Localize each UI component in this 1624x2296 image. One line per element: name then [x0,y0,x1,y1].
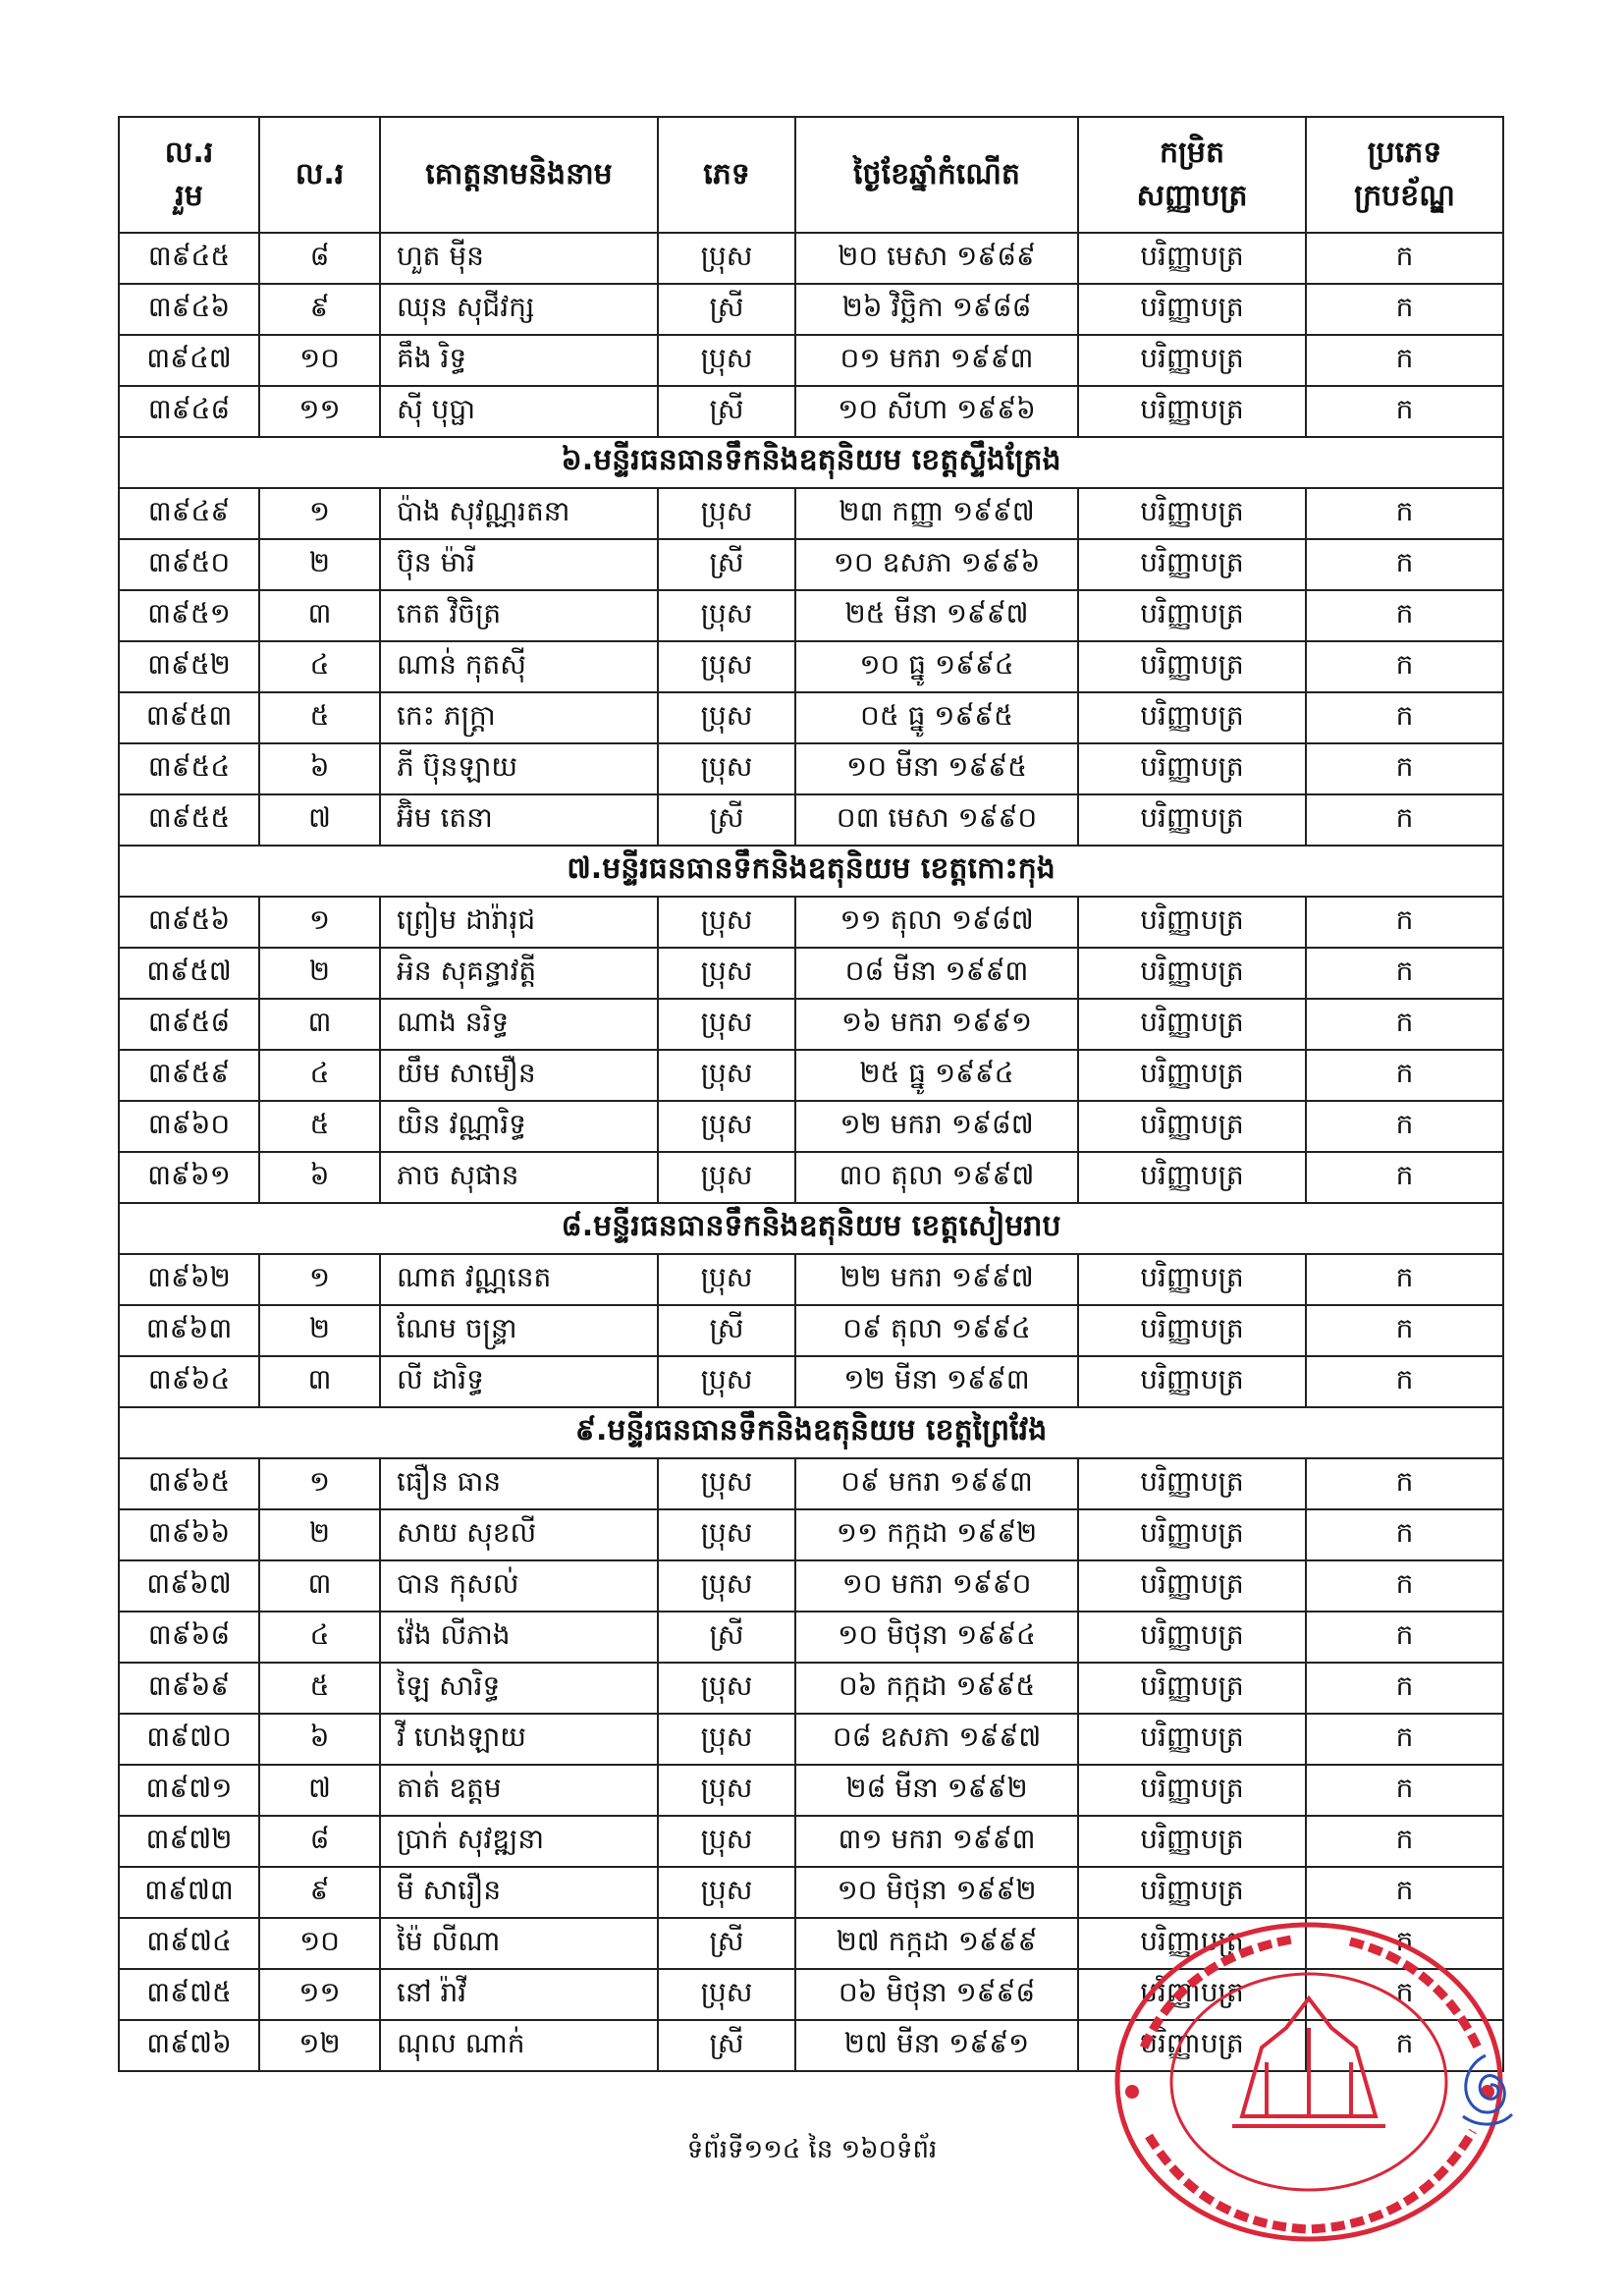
name-cell: ណែម ចន្ទ្រា [380,1305,658,1356]
number-cell: ៦ [259,1152,380,1203]
number-cell: ១ [259,488,380,539]
degree-cell: បរិញ្ញាបត្រ [1078,1560,1306,1612]
table-row [119,539,1503,590]
table-row [119,794,1503,846]
header-degree: កម្រិត សញ្ញាបត្រ [1078,117,1306,233]
sex-cell: ស្រី [658,539,795,590]
category-cell: ក [1306,743,1503,794]
date-of-birth-cell: ០៨ ឧសភា ១៩៩៧ [795,1714,1078,1765]
official-seal-stamp [1065,1881,1517,2254]
total-number-cell: ៣៩៦៥ [119,1458,259,1509]
table-row [119,1458,1503,1509]
number-cell: ៣ [259,590,380,641]
table-row [119,1612,1503,1663]
date-of-birth-cell: ១០ ឧសភា ១៩៩៦ [795,539,1078,590]
degree-cell: បរិញ្ញាបត្រ [1078,1356,1306,1407]
name-cell: តាត់ ឧត្តម [380,1765,658,1816]
degree-cell: បរិញ្ញាបត្រ [1078,386,1306,437]
category-cell: ក [1306,794,1503,846]
name-cell: ស៊ី បុប្ផា [380,386,658,437]
section-header-row [119,1407,1503,1458]
total-number-cell: ៣៩៥៦ [119,897,259,948]
category-cell: ក [1306,1509,1503,1560]
number-cell: ៣ [259,999,380,1050]
name-cell: អិន សុគន្ធាវត្តី [380,948,658,999]
degree-cell: បរិញ្ញាបត្រ [1078,539,1306,590]
table-row [119,1714,1503,1765]
name-cell: នៅ រ៉ាវី [380,1969,658,2020]
degree-cell: បរិញ្ញាបត្រ [1078,1918,1306,1969]
degree-cell: បរិញ្ញាបត្រ [1078,1714,1306,1765]
name-cell: មី សារឿន [380,1867,658,1918]
category-cell: ក [1306,1765,1503,1816]
total-number-cell: ៣៩៥២ [119,641,259,692]
table-row [119,1356,1503,1407]
date-of-birth-cell: ២៦ វិច្ឆិកា ១៩៨៨ [795,284,1078,335]
total-number-cell: ៣៩៦៦ [119,1509,259,1560]
number-cell: ៤ [259,1612,380,1663]
date-of-birth-cell: ១៦ មករា ១៩៩១ [795,999,1078,1050]
category-cell: ក [1306,335,1503,386]
total-number-cell: ៣៩៥៥ [119,794,259,846]
table-row [119,897,1503,948]
number-cell: ១ [259,1254,380,1305]
table-row [119,590,1503,641]
number-cell: ៦ [259,1714,380,1765]
name-cell: កេះ ភក្ត្រា [380,692,658,743]
sex-cell: ស្រី [658,284,795,335]
header-number: ល.រ [259,117,380,233]
number-cell: ៩ [259,284,380,335]
sex-cell: ស្រី [658,794,795,846]
degree-cell: បរិញ្ញាបត្រ [1078,1101,1306,1152]
name-cell: ណុល ណាក់ [380,2020,658,2071]
section-header-row [119,1203,1503,1254]
number-cell: ៨ [259,1816,380,1867]
date-of-birth-cell: ០៣ មេសា ១៩៩០ [795,794,1078,846]
category-cell: ក [1306,692,1503,743]
name-cell: ណាង នរិទ្ធ [380,999,658,1050]
degree-cell: បរិញ្ញាបត្រ [1078,1458,1306,1509]
number-cell: ៤ [259,641,380,692]
table-row [119,1509,1503,1560]
section-title: ៦.មន្ទីរធនធានទឹកនិងឧតុនិយម ខេត្តស្ទឹងត្រែង [119,437,1503,488]
name-cell: យិន វណ្ណារិទ្ធ [380,1101,658,1152]
table-row [119,335,1503,386]
total-number-cell: ៣៩៥០ [119,539,259,590]
roster-table [118,116,1504,2072]
sex-cell: ប្រុស [658,1765,795,1816]
total-number-cell: ៣៩៦៨ [119,1612,259,1663]
degree-cell: បរិញ្ញាបត្រ [1078,1969,1306,2020]
degree-cell: បរិញ្ញាបត្រ [1078,335,1306,386]
degree-cell: បរិញ្ញាបត្រ [1078,1509,1306,1560]
header-category: ប្រភេទ ក្របខ័ណ្ឌ [1306,117,1503,233]
degree-cell: បរិញ្ញាបត្រ [1078,999,1306,1050]
degree-cell: បរិញ្ញាបត្រ [1078,743,1306,794]
total-number-cell: ៣៩៥៤ [119,743,259,794]
name-cell: គឹង រិទ្ធ [380,335,658,386]
date-of-birth-cell: ២០ មេសា ១៩៨៩ [795,233,1078,284]
section-title: ៨.មន្ទីរធនធានទឹកនិងឧតុនិយម ខេត្តសៀមរាប [119,1203,1503,1254]
table-row [119,284,1503,335]
header-row [119,117,1503,233]
sex-cell: ប្រុស [658,999,795,1050]
table-row [119,1765,1503,1816]
sex-cell: ប្រុស [658,1254,795,1305]
total-number-cell: ៣៩៤៧ [119,335,259,386]
date-of-birth-cell: ១០ មិថុនា ១៩៩២ [795,1867,1078,1918]
category-cell: ក [1306,386,1503,437]
table-row [119,1152,1503,1203]
date-of-birth-cell: ០៩ តុលា ១៩៩៤ [795,1305,1078,1356]
date-of-birth-cell: ១១ តុលា ១៩៨៧ [795,897,1078,948]
table-row [119,386,1503,437]
category-cell: ក [1306,1918,1503,1969]
number-cell: ១១ [259,386,380,437]
name-cell: បាន កុសល់ [380,1560,658,1612]
name-cell: វី ហេងឡាយ [380,1714,658,1765]
category-cell: ក [1306,1101,1503,1152]
total-number-cell: ៣៩៤៨ [119,386,259,437]
number-cell: ៧ [259,794,380,846]
category-cell: ក [1306,1458,1503,1509]
degree-cell: បរិញ្ញាបត្រ [1078,1816,1306,1867]
number-cell: ១០ [259,335,380,386]
category-cell: ក [1306,1152,1503,1203]
table-row [119,1560,1503,1612]
table-row [119,743,1503,794]
total-number-cell: ៣៩៧២ [119,1816,259,1867]
table-row [119,1663,1503,1714]
category-cell: ក [1306,1714,1503,1765]
section-title: ៧.មន្ទីរធនធានទឹកនិងឧតុនិយម ខេត្តកោះកុង [119,846,1503,897]
name-cell: ឡៃ សារិទ្ធ [380,1663,658,1714]
total-number-cell: ៣៩៦១ [119,1152,259,1203]
number-cell: ២ [259,1305,380,1356]
category-cell: ក [1306,488,1503,539]
date-of-birth-cell: ២៣ កញ្ញា ១៩៩៧ [795,488,1078,539]
date-of-birth-cell: ០៦ មិថុនា ១៩៩៨ [795,1969,1078,2020]
total-number-cell: ៣៩៤៩ [119,488,259,539]
name-cell: ឈុន សុជីវក្ស [380,284,658,335]
category-cell: ក [1306,590,1503,641]
degree-cell: បរិញ្ញាបត្រ [1078,2020,1306,2071]
total-number-cell: ៣៩៥៩ [119,1050,259,1101]
total-number-cell: ៣៩៤៦ [119,284,259,335]
date-of-birth-cell: ២៥ មីនា ១៩៩៧ [795,590,1078,641]
category-cell: ក [1306,1305,1503,1356]
category-cell: ក [1306,1254,1503,1305]
number-cell: ១១ [259,1969,380,2020]
date-of-birth-cell: ១០ សីហា ១៩៩៦ [795,386,1078,437]
number-cell: ៣ [259,1356,380,1407]
name-cell: អ៊ិម តេនា [380,794,658,846]
category-cell: ក [1306,1560,1503,1612]
sex-cell: ប្រុស [658,1356,795,1407]
date-of-birth-cell: ៣០ តុលា ១៩៩៧ [795,1152,1078,1203]
sex-cell: ស្រី [658,386,795,437]
degree-cell: បរិញ្ញាបត្រ [1078,794,1306,846]
total-number-cell: ៣៩៧៥ [119,1969,259,2020]
sex-cell: ប្រុស [658,233,795,284]
table-row [119,1050,1503,1101]
total-number-cell: ៣៩៧៣ [119,1867,259,1918]
degree-cell: បរិញ្ញាបត្រ [1078,1765,1306,1816]
date-of-birth-cell: ០៨ មីនា ១៩៩៣ [795,948,1078,999]
table-row [119,999,1503,1050]
table-row [119,948,1503,999]
date-of-birth-cell: ១២ មករា ១៩៨៧ [795,1101,1078,1152]
table-row [119,1101,1503,1152]
name-cell: ធឿន ធាន [380,1458,658,1509]
category-cell: ក [1306,948,1503,999]
number-cell: ៨ [259,233,380,284]
degree-cell: បរិញ្ញាបត្រ [1078,233,1306,284]
name-cell: ហួត ម៉ីន [380,233,658,284]
table-row [119,488,1503,539]
total-number-cell: ៣៩៥១ [119,590,259,641]
table-row [119,1254,1503,1305]
date-of-birth-cell: ២៧ កក្កដា ១៩៩៩ [795,1918,1078,1969]
category-cell: ក [1306,233,1503,284]
date-of-birth-cell: ២២ មករា ១៩៩៧ [795,1254,1078,1305]
total-number-cell: ៣៩៦៣ [119,1305,259,1356]
date-of-birth-cell: ១២ មីនា ១៩៩៣ [795,1356,1078,1407]
date-of-birth-cell: ២៨ មីនា ១៩៩២ [795,1765,1078,1816]
sex-cell: ប្រុស [658,1560,795,1612]
sex-cell: ប្រុស [658,1714,795,1765]
name-cell: វ៉េង លីភាង [380,1612,658,1663]
category-cell: ក [1306,1356,1503,1407]
roster-body [119,233,1503,2071]
category-cell: ក [1306,999,1503,1050]
name-cell: សាយ សុខលី [380,1509,658,1560]
category-cell: ក [1306,284,1503,335]
number-cell: ៩ [259,1867,380,1918]
name-cell: ណាត វណ្ណនេត [380,1254,658,1305]
date-of-birth-cell: ០១ មករា ១៩៩៣ [795,335,1078,386]
date-of-birth-cell: ១០ មីនា ១៩៩៥ [795,743,1078,794]
total-number-cell: ៣៩៥៣ [119,692,259,743]
degree-cell: បរិញ្ញាបត្រ [1078,284,1306,335]
sex-cell: ប្រុស [658,1816,795,1867]
section-header-row [119,846,1503,897]
section-header-row [119,437,1503,488]
category-cell: ក [1306,897,1503,948]
category-cell: ក [1306,1867,1503,1918]
section-title: ៩.មន្ទីរធនធានទឹកនិងឧតុនិយម ខេត្តព្រៃវែង [119,1407,1503,1458]
number-cell: ៥ [259,1663,380,1714]
sex-cell: ប្រុស [658,1509,795,1560]
number-cell: ៧ [259,1765,380,1816]
total-number-cell: ៣៩៥៧ [119,948,259,999]
table-row [119,641,1503,692]
sex-cell: ស្រី [658,2020,795,2071]
sex-cell: ប្រុស [658,488,795,539]
header-name: គោត្តនាមនិងនាម [380,117,658,233]
number-cell: ៥ [259,1101,380,1152]
category-cell: ក [1306,539,1503,590]
name-cell: ណាន់ កុតស៊ី [380,641,658,692]
number-cell: ១២ [259,2020,380,2071]
date-of-birth-cell: ១០ ធ្នូ ១៩៩៤ [795,641,1078,692]
number-cell: ៥ [259,692,380,743]
degree-cell: បរិញ្ញាបត្រ [1078,1152,1306,1203]
name-cell: យឹម សាមឿន [380,1050,658,1101]
number-cell: ២ [259,948,380,999]
sex-cell: ប្រុស [658,948,795,999]
table-row [119,1305,1503,1356]
sex-cell: ប្រុស [658,1867,795,1918]
number-cell: ៦ [259,743,380,794]
degree-cell: បរិញ្ញាបត្រ [1078,1305,1306,1356]
degree-cell: បរិញ្ញាបត្រ [1078,1254,1306,1305]
degree-cell: បរិញ្ញាបត្រ [1078,1050,1306,1101]
total-number-cell: ៣៩៦៧ [119,1560,259,1612]
sex-cell: ប្រុស [658,1458,795,1509]
name-cell: កេត វិចិត្រ [380,590,658,641]
handwritten-signature [1451,2048,1520,2131]
number-cell: ១០ [259,1918,380,1969]
name-cell: ម៉ៃ លីណា [380,1918,658,1969]
total-number-cell: ៣៩៦៩ [119,1663,259,1714]
total-number-cell: ៣៩៤៥ [119,233,259,284]
category-cell: ក [1306,1612,1503,1663]
degree-cell: បរិញ្ញាបត្រ [1078,897,1306,948]
date-of-birth-cell: ១១ កក្កដា ១៩៩២ [795,1509,1078,1560]
degree-cell: បរិញ្ញាបត្រ [1078,488,1306,539]
sex-cell: ប្រុស [658,1969,795,2020]
sex-cell: ប្រុស [658,1663,795,1714]
page-number-footer: ទំព័រទី១១៤ នៃ ១៦០ទំព័រ [686,2135,938,2164]
sex-cell: ប្រុស [658,590,795,641]
date-of-birth-cell: ០៦ កក្កដា ១៩៩៥ [795,1663,1078,1714]
sex-cell: ស្រី [658,1612,795,1663]
date-of-birth-cell: ១០ មករា ១៩៩០ [795,1560,1078,1612]
degree-cell: បរិញ្ញាបត្រ [1078,692,1306,743]
date-of-birth-cell: ២៧ មីនា ១៩៩១ [795,2020,1078,2071]
date-of-birth-cell: ១០ មិថុនា ១៩៩៤ [795,1612,1078,1663]
sex-cell: ប្រុស [658,692,795,743]
sex-cell: ស្រី [658,1305,795,1356]
date-of-birth-cell: ០៩ មករា ១៩៩៣ [795,1458,1078,1509]
total-number-cell: ៣៩៧១ [119,1765,259,1816]
sex-cell: ប្រុស [658,1050,795,1101]
name-cell: ប្រាក់ សុវឌ្ឍនា [380,1816,658,1867]
date-of-birth-cell: ២៥ ធ្នូ ១៩៩៤ [795,1050,1078,1101]
degree-cell: បរិញ្ញាបត្រ [1078,1867,1306,1918]
table-row [119,692,1503,743]
number-cell: ២ [259,539,380,590]
sex-cell: ប្រុស [658,641,795,692]
header-total-number: ល.រ រួម [119,117,259,233]
number-cell: ២ [259,1509,380,1560]
total-number-cell: ៣៩៦៤ [119,1356,259,1407]
category-cell: ក [1306,1050,1503,1101]
sex-cell: ប្រុស [658,897,795,948]
category-cell: ក [1306,1816,1503,1867]
sex-cell: ប្រុស [658,743,795,794]
sex-cell: ប្រុស [658,1101,795,1152]
total-number-cell: ៣៩៥៨ [119,999,259,1050]
number-cell: ១ [259,1458,380,1509]
category-cell: ក [1306,641,1503,692]
sex-cell: ប្រុស [658,1152,795,1203]
degree-cell: បរិញ្ញាបត្រ [1078,1663,1306,1714]
name-cell: ព្រៀម ដារ៉ារុជ [380,897,658,948]
number-cell: ១ [259,897,380,948]
header-sex: ភេទ [658,117,795,233]
total-number-cell: ៣៩៧៤ [119,1918,259,1969]
name-cell: ប៉ាង សុវណ្ណរតនា [380,488,658,539]
table-row [119,1816,1503,1867]
total-number-cell: ៣៩៦២ [119,1254,259,1305]
degree-cell: បរិញ្ញាបត្រ [1078,1612,1306,1663]
total-number-cell: ៣៩៧៦ [119,2020,259,2071]
degree-cell: បរិញ្ញាបត្រ [1078,590,1306,641]
name-cell: លី ដារិទ្ធ [380,1356,658,1407]
number-cell: ៤ [259,1050,380,1101]
degree-cell: បរិញ្ញាបត្រ [1078,948,1306,999]
category-cell: ក [1306,1969,1503,2020]
header-date-of-birth: ថ្ងៃខែឆ្នាំកំណើត [795,117,1078,233]
category-cell: ក [1306,1663,1503,1714]
date-of-birth-cell: ៣១ មករា ១៩៩៣ [795,1816,1078,1867]
degree-cell: បរិញ្ញាបត្រ [1078,641,1306,692]
total-number-cell: ៣៩៧០ [119,1714,259,1765]
name-cell: ភាច សុផាន [380,1152,658,1203]
sex-cell: ប្រុស [658,335,795,386]
total-number-cell: ៣៩៦០ [119,1101,259,1152]
sex-cell: ស្រី [658,1918,795,1969]
date-of-birth-cell: ០៥ ធ្នូ ១៩៩៥ [795,692,1078,743]
number-cell: ៣ [259,1560,380,1612]
category-cell: ក [1306,2020,1503,2071]
table-row [119,233,1503,284]
name-cell: ប៊ុន ម៉ារី [380,539,658,590]
name-cell: ភី ប៊ុនឡាយ [380,743,658,794]
